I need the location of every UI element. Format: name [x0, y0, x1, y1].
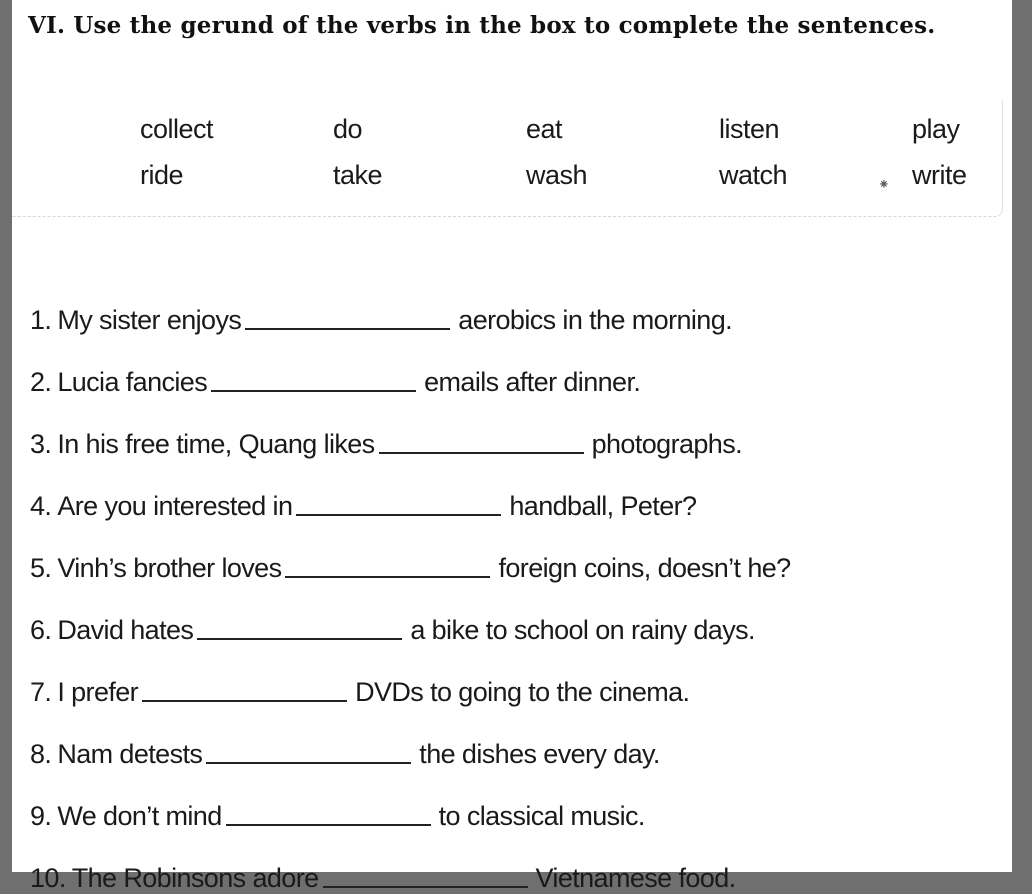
answer-blank[interactable] — [142, 699, 347, 702]
verb-word: watch — [719, 160, 788, 190]
sentence-number: 2. — [30, 367, 52, 397]
exercise-instruction: Use the gerund of the verbs in the box to complete the sentences. — [73, 12, 936, 39]
answer-blank[interactable] — [285, 575, 490, 578]
print-speck: ⁕ — [878, 176, 890, 192]
sentence-number: 8. — [30, 739, 52, 769]
sentence-number: 10. — [30, 863, 66, 893]
sentence-item — [30, 398, 791, 460]
sentence-start: In his free time, Quang likes — [57, 429, 375, 459]
answer-blank[interactable] — [245, 327, 450, 330]
sentence-start: Vinh’s brother loves — [57, 553, 282, 583]
answer-blank[interactable] — [226, 823, 431, 826]
verb-word: ride — [140, 160, 184, 190]
verb-grid — [140, 114, 1032, 206]
sentence-number: 7. — [30, 677, 52, 707]
sentence-list — [30, 274, 791, 894]
answer-blank[interactable] — [296, 513, 501, 516]
answer-blank[interactable] — [206, 761, 411, 764]
sentence-end: to classical music. — [438, 801, 645, 831]
verb-word: eat — [526, 114, 563, 144]
verb-word: collect — [140, 114, 214, 144]
verb-word: take — [333, 160, 383, 190]
sentence-start: My sister enjoys — [57, 305, 242, 335]
sentence-item — [30, 584, 791, 646]
sentence-end: aerobics in the morning. — [458, 305, 733, 335]
sentence-end: the dishes every day. — [419, 739, 660, 769]
sentence-start: I prefer — [57, 677, 139, 707]
sentence-item — [30, 646, 791, 708]
sentence-start: Lucia fancies — [57, 367, 208, 397]
sentence-number: 6. — [30, 615, 52, 645]
verb-word: write — [912, 160, 967, 190]
worksheet-page — [12, 0, 1012, 893]
answer-blank[interactable] — [379, 451, 584, 454]
sentence-number: 9. — [30, 801, 52, 831]
sentence-item — [30, 770, 791, 832]
sentence-item — [30, 336, 791, 398]
sentence-item — [30, 522, 791, 584]
sentence-number: 5. — [30, 553, 52, 583]
verb-box — [12, 100, 1003, 217]
sentence-number: 3. — [30, 429, 52, 459]
sentence-number: 1. — [30, 305, 52, 335]
sentence-start: Are you interested in — [57, 491, 293, 521]
sentence-item — [30, 460, 791, 522]
sentence-item — [30, 708, 791, 770]
answer-blank[interactable] — [323, 885, 528, 888]
sentence-item — [30, 274, 791, 336]
sentence-start: Nam detests — [57, 739, 203, 769]
sentence-end: Vietnamese food. — [535, 863, 736, 893]
sentence-start: David hates — [57, 615, 194, 645]
sentence-start: The Robinsons adore — [71, 863, 319, 893]
sentence-end: a bike to school on rainy days. — [410, 615, 755, 645]
verb-word: wash — [526, 160, 588, 190]
answer-blank[interactable] — [197, 637, 402, 640]
verb-word: listen — [719, 114, 780, 144]
exercise-number: VI. — [28, 12, 66, 39]
sentence-start: We don’t mind — [57, 801, 222, 831]
sentence-end: DVDs to going to the cinema. — [355, 677, 690, 707]
verb-word: play — [912, 114, 960, 144]
sentence-number: 4. — [30, 491, 52, 521]
answer-blank[interactable] — [211, 389, 416, 392]
sentence-item — [30, 832, 791, 894]
sentence-end: emails after dinner. — [424, 367, 641, 397]
sentence-end: foreign coins, doesn’t he? — [498, 553, 791, 583]
sentence-end: handball, Peter? — [509, 491, 697, 521]
exercise-heading — [28, 12, 935, 39]
verb-word: do — [333, 114, 363, 144]
sentence-end: photographs. — [591, 429, 743, 459]
